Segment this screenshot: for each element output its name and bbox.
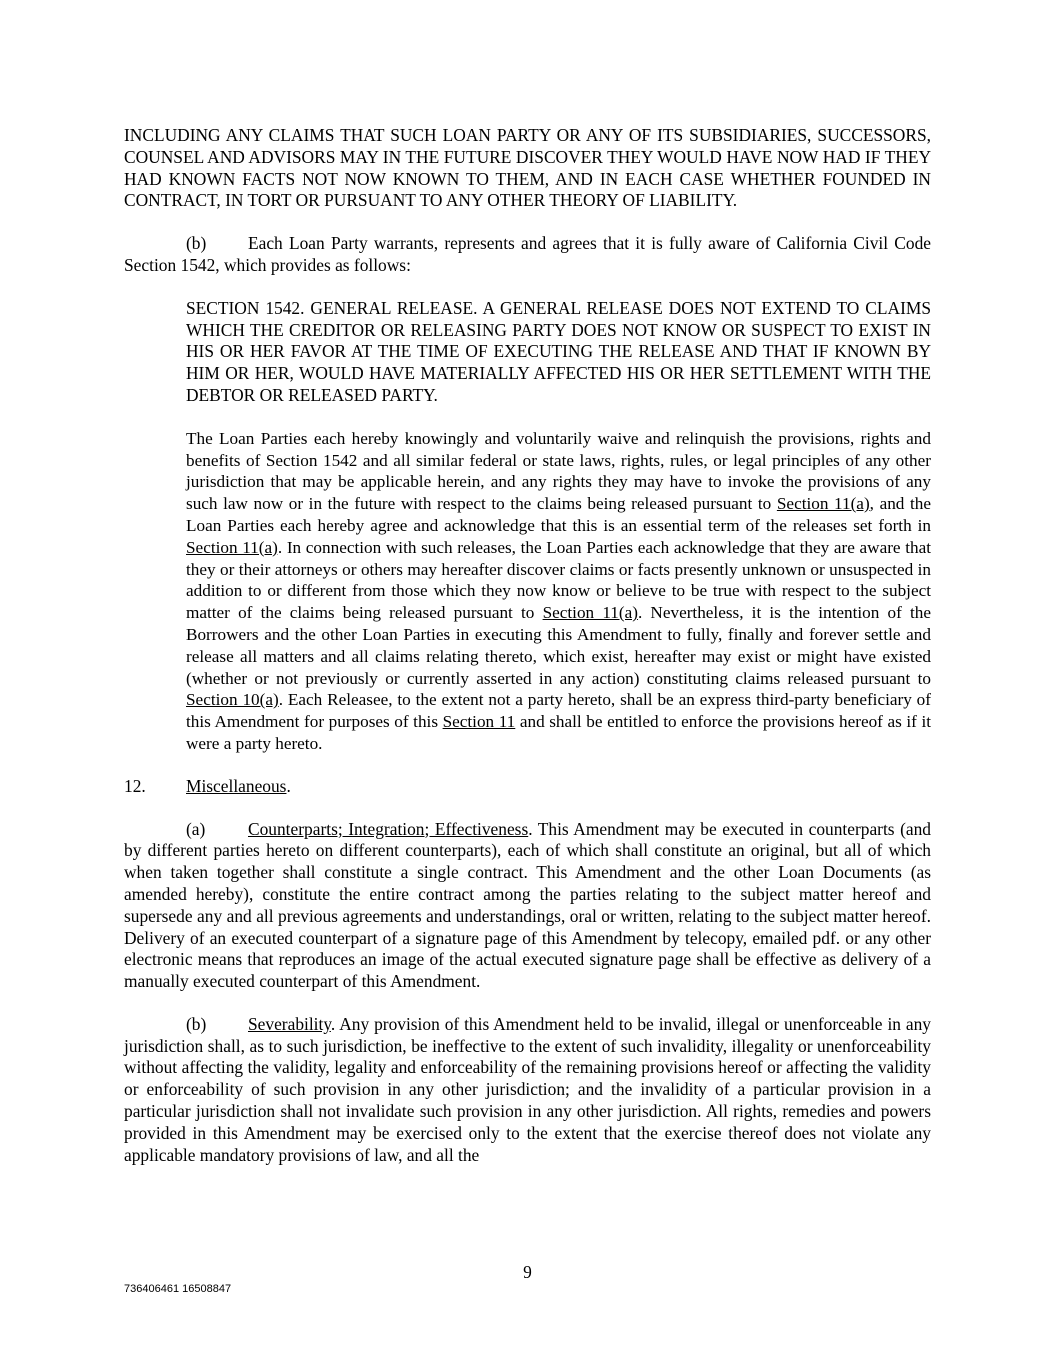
waiver-paragraph (186, 428, 931, 755)
waiver-text-6: and shall be entitled to enforce the provisions hereof as if it were a party hereto. (186, 712, 931, 753)
section-12a-heading: Counterparts; Integration; Effectiveness (248, 818, 529, 839)
section-reference-link: Section 11 (442, 712, 516, 732)
section-reference-link: Section 10(a) (186, 690, 279, 710)
document-page (124, 125, 931, 1187)
waiver-text-5: . Each Releasee, to the extent not a party hereto, shall be an express third-party beneficiary of this Amendment for purposes of this (186, 690, 931, 732)
section-12-title: Miscellaneous (186, 775, 287, 796)
document-id: 736406461 16508847 (124, 1283, 232, 1295)
section-12-number: 12. (124, 775, 146, 796)
section-12-title-suffix: . (286, 775, 291, 796)
section-12b-paragraph (124, 1014, 931, 1167)
section-12a-label: (a) (186, 818, 206, 839)
section-11b-paragraph (124, 233, 931, 277)
section-12b-heading: Severability (248, 1013, 331, 1034)
section-12b-text: . Any provision of this Amendment held to be invalid, illegal or unenforceable in any jurisdiction shall, as to such jurisdiction, be ineffective to the extent of such invalidity, illegality or unenforceability without affecting the validity, legality and enforceability of the remaining provisions hereof or affecting the validity or enforceability of such provision in any other jurisdiction; and the invalidity of a particular provision in a particular jurisdiction shall not invalidate such provision in any other jurisdiction. All rights, remedies and powers provided in this Amendment may be exercised only to the extent that the exercise thereof does not violate any applicable mandatory provisions of law, and all the (124, 1013, 931, 1165)
section-12b-label: (b) (186, 1013, 207, 1034)
page-number: 9 (523, 1262, 532, 1282)
section-reference-link: Section 11(a) (186, 537, 278, 557)
section-reference-link: Section 11(a) (542, 603, 638, 623)
waiver-text-2: , and the Loan Parties each hereby agree and acknowledge that this is an essential term of the releases set forth in (186, 494, 931, 535)
waiver-text-3: . In connection with such releases, the Loan Parties each acknowledge that they are aware that they or their attorneys or others may hereafter discover claims or facts presently unknown or unsuspected in addition to or different from those which they now know or believe to be true with respect to the subject matter of the claims being released pursuant to (186, 537, 931, 623)
section-12a-paragraph (124, 819, 931, 993)
waiver-text-1: The Loan Parties each hereby knowingly and voluntarily waive and relinquish the provisions, rights and benefits of Section 1542 and all similar federal or state laws, rights, rules, or legal principles of any other jurisdiction that may be applicable herein, and any rights they may have to invoke the provisions of any such law now or in the future with respect to the claims being released pursuant to (186, 428, 931, 514)
section-12-heading (124, 776, 931, 798)
section-11b-label: (b) (186, 233, 207, 254)
indented-block (186, 298, 931, 755)
waiver-text-4: . Nevertheless, it is the intention of the Borrowers and the other Loan Parties in executing this Amendment to fully, finally and forever settle and release all matters and all claims relating thereto, which exist, hereafter may exist or might have existed (whether or not previously or currently asserted in any action) constituting claims released pursuant to (186, 603, 932, 688)
opening-release-paragraph: INCLUDING ANY CLAIMS THAT SUCH LOAN PARTY OR ANY OF ITS SUBSIDIARIES, SUCCESSORS, COUNSEL AND ADVISORS MAY IN THE FUTURE DISCOVER THEY WOULD HAVE NOW HAD IF THEY HAD KNOWN FACTS NOT NOW KNOWN TO THEM, AND IN EACH CASE WHETHER FOUNDED IN CONTRACT, IN TORT OR PURSUANT TO ANY OTHER THEORY OF LIABILITY. (124, 125, 931, 211)
section-11b-text: Each Loan Party warrants, represents and agrees that it is fully aware of California Civil Code Section 1542, which provides as follows: (124, 233, 931, 275)
section-12a-text: . This Amendment may be executed in counterparts (and by different parties hereto on different counterparts), each of which shall constitute an original, but all of which when taken together shall constitute a single contract. This Amendment and the other Loan Documents (as amended hereby), constitute the entire contract among the parties relating to the subject matter hereof and supersede any and all previous agreements and understandings, oral or written, relating to the subject matter hereof. Delivery of an executed counterpart of a signature page of this Amendment by telecopy, emailed pdf. or any other electronic means that reproduces an image of the actual executed signature page shall be effective as delivery of a manually executed counterpart of this Amendment. (124, 818, 931, 992)
section-reference-link: Section 11(a) (776, 494, 870, 514)
civil-code-1542-quote: SECTION 1542. GENERAL RELEASE. A GENERAL RELEASE DOES NOT EXTEND TO CLAIMS WHICH THE CREDITOR OR RELEASING PARTY DOES NOT KNOW OR SUSPECT TO EXIST IN HIS OR HER FAVOR AT THE TIME OF EXECUTING THE RELEASE AND THAT IF KNOWN BY HIM OR HER, WOULD HAVE MATERIALLY AFFECTED HIS OR HER SETTLEMENT WITH THE DEBTOR OR RELEASED PARTY. (186, 297, 931, 405)
